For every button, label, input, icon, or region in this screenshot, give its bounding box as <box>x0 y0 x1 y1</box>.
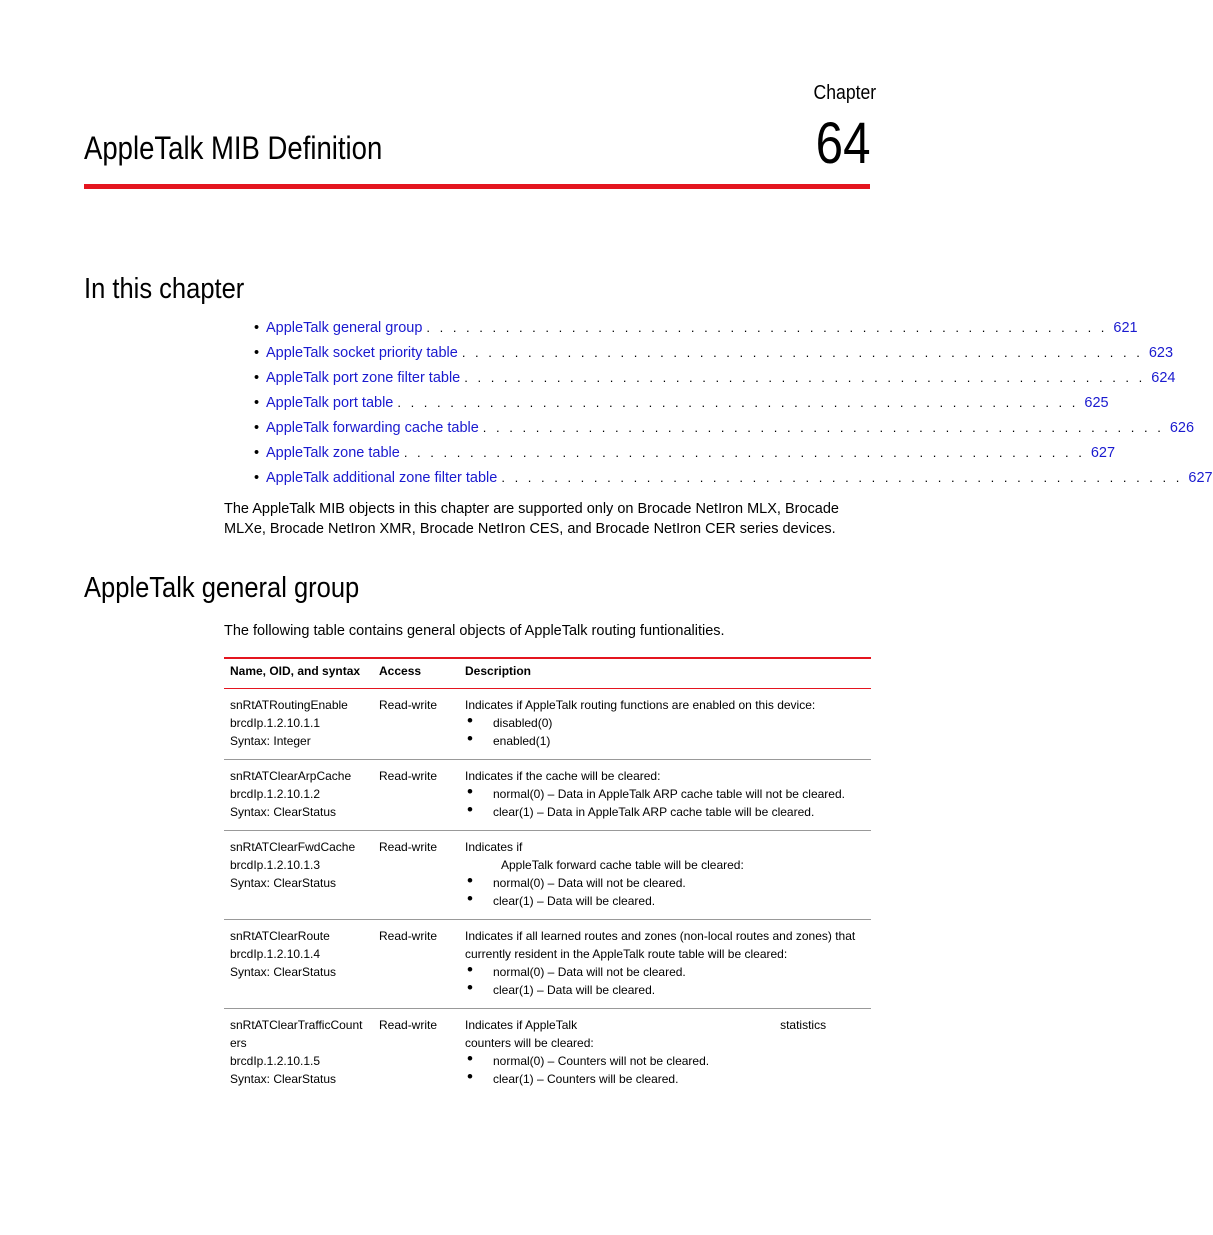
description-bullet: • clear(1) – Data will be cleared. <box>465 892 865 910</box>
name-cell <box>224 920 373 1009</box>
description-bullet: • normal(0) – Data will not be cleared. <box>465 963 865 981</box>
bullet-icon: • <box>254 420 260 436</box>
name-cell <box>224 831 373 920</box>
description-bullet: • enabled(1) <box>465 732 865 750</box>
toc-item[interactable]: • AppleTalk additional zone filter table . . . . . . . . . . . . . . . . . . . . . . . . . . . . . . . . . . . . . . . . . . . . . . . . . . . . 627 <box>254 470 1213 486</box>
description-text-continued: counters will be cleared: <box>465 1036 594 1050</box>
name-cell <box>224 689 373 760</box>
bullet-icon: • <box>254 395 260 411</box>
object-oid: brcdIp.1.2.10.1.3 <box>230 858 321 872</box>
description-text-continued: AppleTalk forward cache table will be cleared: <box>501 858 744 872</box>
description-bullet: • clear(1) – Data in AppleTalk ARP cache table will be cleared. <box>465 803 865 821</box>
description-cell <box>459 760 871 831</box>
name-cell <box>224 1009 373 1098</box>
description-bullet: • clear(1) – Counters will be cleared. <box>465 1070 865 1088</box>
object-name-wrap: ers <box>230 1036 247 1050</box>
toc-page[interactable]: 627 <box>1090 445 1116 461</box>
description-bullet: • clear(1) – Data will be cleared. <box>465 981 865 999</box>
description-text: Indicates if <box>465 840 523 854</box>
toc-page[interactable]: 627 <box>1188 470 1213 486</box>
description-bullet: • normal(0) – Data in AppleTalk ARP cache table will not be cleared. <box>465 785 865 803</box>
object-name: snRtATClearArpCache <box>230 769 352 783</box>
toc-page[interactable]: 621 <box>1113 320 1138 336</box>
toc-item[interactable]: • AppleTalk port table . . . . . . . . . . . . . . . . . . . . . . . . . . . . . . . . . . . . . . . . . . . . . . . . . . . . 625 <box>254 395 1109 411</box>
title-rule <box>84 184 870 189</box>
toc-link[interactable]: AppleTalk general group <box>266 320 423 336</box>
object-oid: brcdIp.1.2.10.1.4 <box>230 947 321 961</box>
object-oid: brcdIp.1.2.10.1.1 <box>230 716 321 730</box>
toc-item[interactable]: • AppleTalk socket priority table . . . . . . . . . . . . . . . . . . . . . . . . . . . . . . . . . . . . . . . . . . . . . . . . . . . . 623 <box>254 345 1174 361</box>
access-cell: Read-write <box>373 920 459 1009</box>
bullet-icon: • <box>254 370 260 386</box>
bullet-icon: • <box>254 445 260 461</box>
object-name: snRtATRoutingEnable <box>230 698 348 712</box>
toc-link[interactable]: AppleTalk zone table <box>266 445 400 461</box>
toc-page[interactable]: 624 <box>1151 370 1176 386</box>
object-syntax: Syntax: ClearStatus <box>230 1072 337 1086</box>
object-syntax: Syntax: Integer <box>230 734 311 748</box>
toc-page[interactable]: 626 <box>1169 420 1195 436</box>
object-name: snRtATClearTrafficCount <box>230 1018 363 1032</box>
object-syntax: Syntax: ClearStatus <box>230 805 337 819</box>
description-text: Indicates if all learned routes and zones (non-local routes and zones) that currently resident in the AppleTalk route table will be cleared: <box>465 929 856 961</box>
description-cell <box>459 1009 871 1098</box>
access-cell: Read-write <box>379 1018 438 1032</box>
chapter-intro: The AppleTalk MIB objects in this chapter are supported only on Brocade NetIron MLX, Brocade MLXe, Brocade NetIron XMR, Brocade NetIron CES, and Brocade NetIron CER series devices. <box>224 501 839 537</box>
chapter-toc <box>254 320 1213 495</box>
bullet-icon: • <box>254 345 260 361</box>
col-header-name: Name, OID, and syntax <box>224 658 373 689</box>
toc-link[interactable]: AppleTalk socket priority table <box>266 345 458 361</box>
object-oid: brcdIp.1.2.10.1.5 <box>230 1054 321 1068</box>
access-cell: Read-write <box>373 689 459 760</box>
chapter-number: 64 <box>816 111 871 176</box>
toc-item[interactable]: • AppleTalk forwarding cache table . . . . . . . . . . . . . . . . . . . . . . . . . . . . . . . . . . . . . . . . . . . . . . . . . . . . 626 <box>254 420 1195 436</box>
col-header-access: Access <box>373 658 459 689</box>
description-bullet: • normal(0) – Data will not be cleared. <box>465 874 865 892</box>
object-syntax: Syntax: ClearStatus <box>230 965 337 979</box>
col-header-description: Description <box>459 658 871 689</box>
toc-page[interactable]: 625 <box>1084 395 1109 411</box>
table-row <box>224 689 871 760</box>
name-cell <box>224 760 373 831</box>
object-oid: brcdIp.1.2.10.1.2 <box>230 787 321 801</box>
in-this-chapter-heading: In this chapter <box>84 273 245 305</box>
general-group-table <box>224 657 871 1097</box>
bullet-icon: • <box>254 320 260 336</box>
bullet-icon: • <box>254 470 260 486</box>
description-cell <box>459 831 871 920</box>
toc-link[interactable]: AppleTalk additional zone filter table <box>266 470 498 486</box>
access-cell: Read-write <box>373 760 459 831</box>
chapter-title: AppleTalk MIB Definition <box>84 130 383 166</box>
chapter-label: Chapter <box>813 82 876 104</box>
toc-page[interactable]: 623 <box>1148 345 1174 361</box>
description-text: Indicates if the cache will be cleared: <box>465 769 661 783</box>
description-text: Indicates if AppleTalk routing functions are enabled on this device: <box>465 698 816 712</box>
object-name: snRtATClearFwdCache <box>230 840 356 854</box>
table-row <box>224 920 871 1009</box>
description-bullet: • disabled(0) <box>465 714 865 732</box>
toc-item[interactable]: • AppleTalk zone table . . . . . . . . . . . . . . . . . . . . . . . . . . . . . . . . . . . . . . . . . . . . . . . . . . . . 627 <box>254 445 1116 461</box>
description-text: Indicates if AppleTalk statistics <box>465 1018 827 1032</box>
toc-link[interactable]: AppleTalk port zone filter table <box>266 370 461 386</box>
access-cell: Read-write <box>373 831 459 920</box>
object-syntax: Syntax: ClearStatus <box>230 876 337 890</box>
toc-item[interactable]: • AppleTalk general group . . . . . . . . . . . . . . . . . . . . . . . . . . . . . . . . . . . . . . . . . . . . . . . . . . . . 621 <box>254 320 1138 336</box>
table-header-row <box>224 658 871 689</box>
toc-item[interactable]: • AppleTalk port zone filter table . . . . . . . . . . . . . . . . . . . . . . . . . . . . . . . . . . . . . . . . . . . . . . . . . . . . 624 <box>254 370 1176 386</box>
general-group-heading: AppleTalk general group <box>84 572 360 604</box>
table-row <box>224 760 871 831</box>
toc-link[interactable]: AppleTalk forwarding cache table <box>266 420 479 436</box>
table-row <box>224 1009 871 1098</box>
general-group-intro: The following table contains general objects of AppleTalk routing funtionalities. <box>224 623 725 639</box>
table-row <box>224 831 871 920</box>
description-cell <box>459 689 871 760</box>
description-bullet: • normal(0) – Counters will not be cleared. <box>465 1052 865 1070</box>
toc-link[interactable]: AppleTalk port table <box>266 395 394 411</box>
object-name: snRtATClearRoute <box>230 929 330 943</box>
description-cell <box>459 920 871 1009</box>
